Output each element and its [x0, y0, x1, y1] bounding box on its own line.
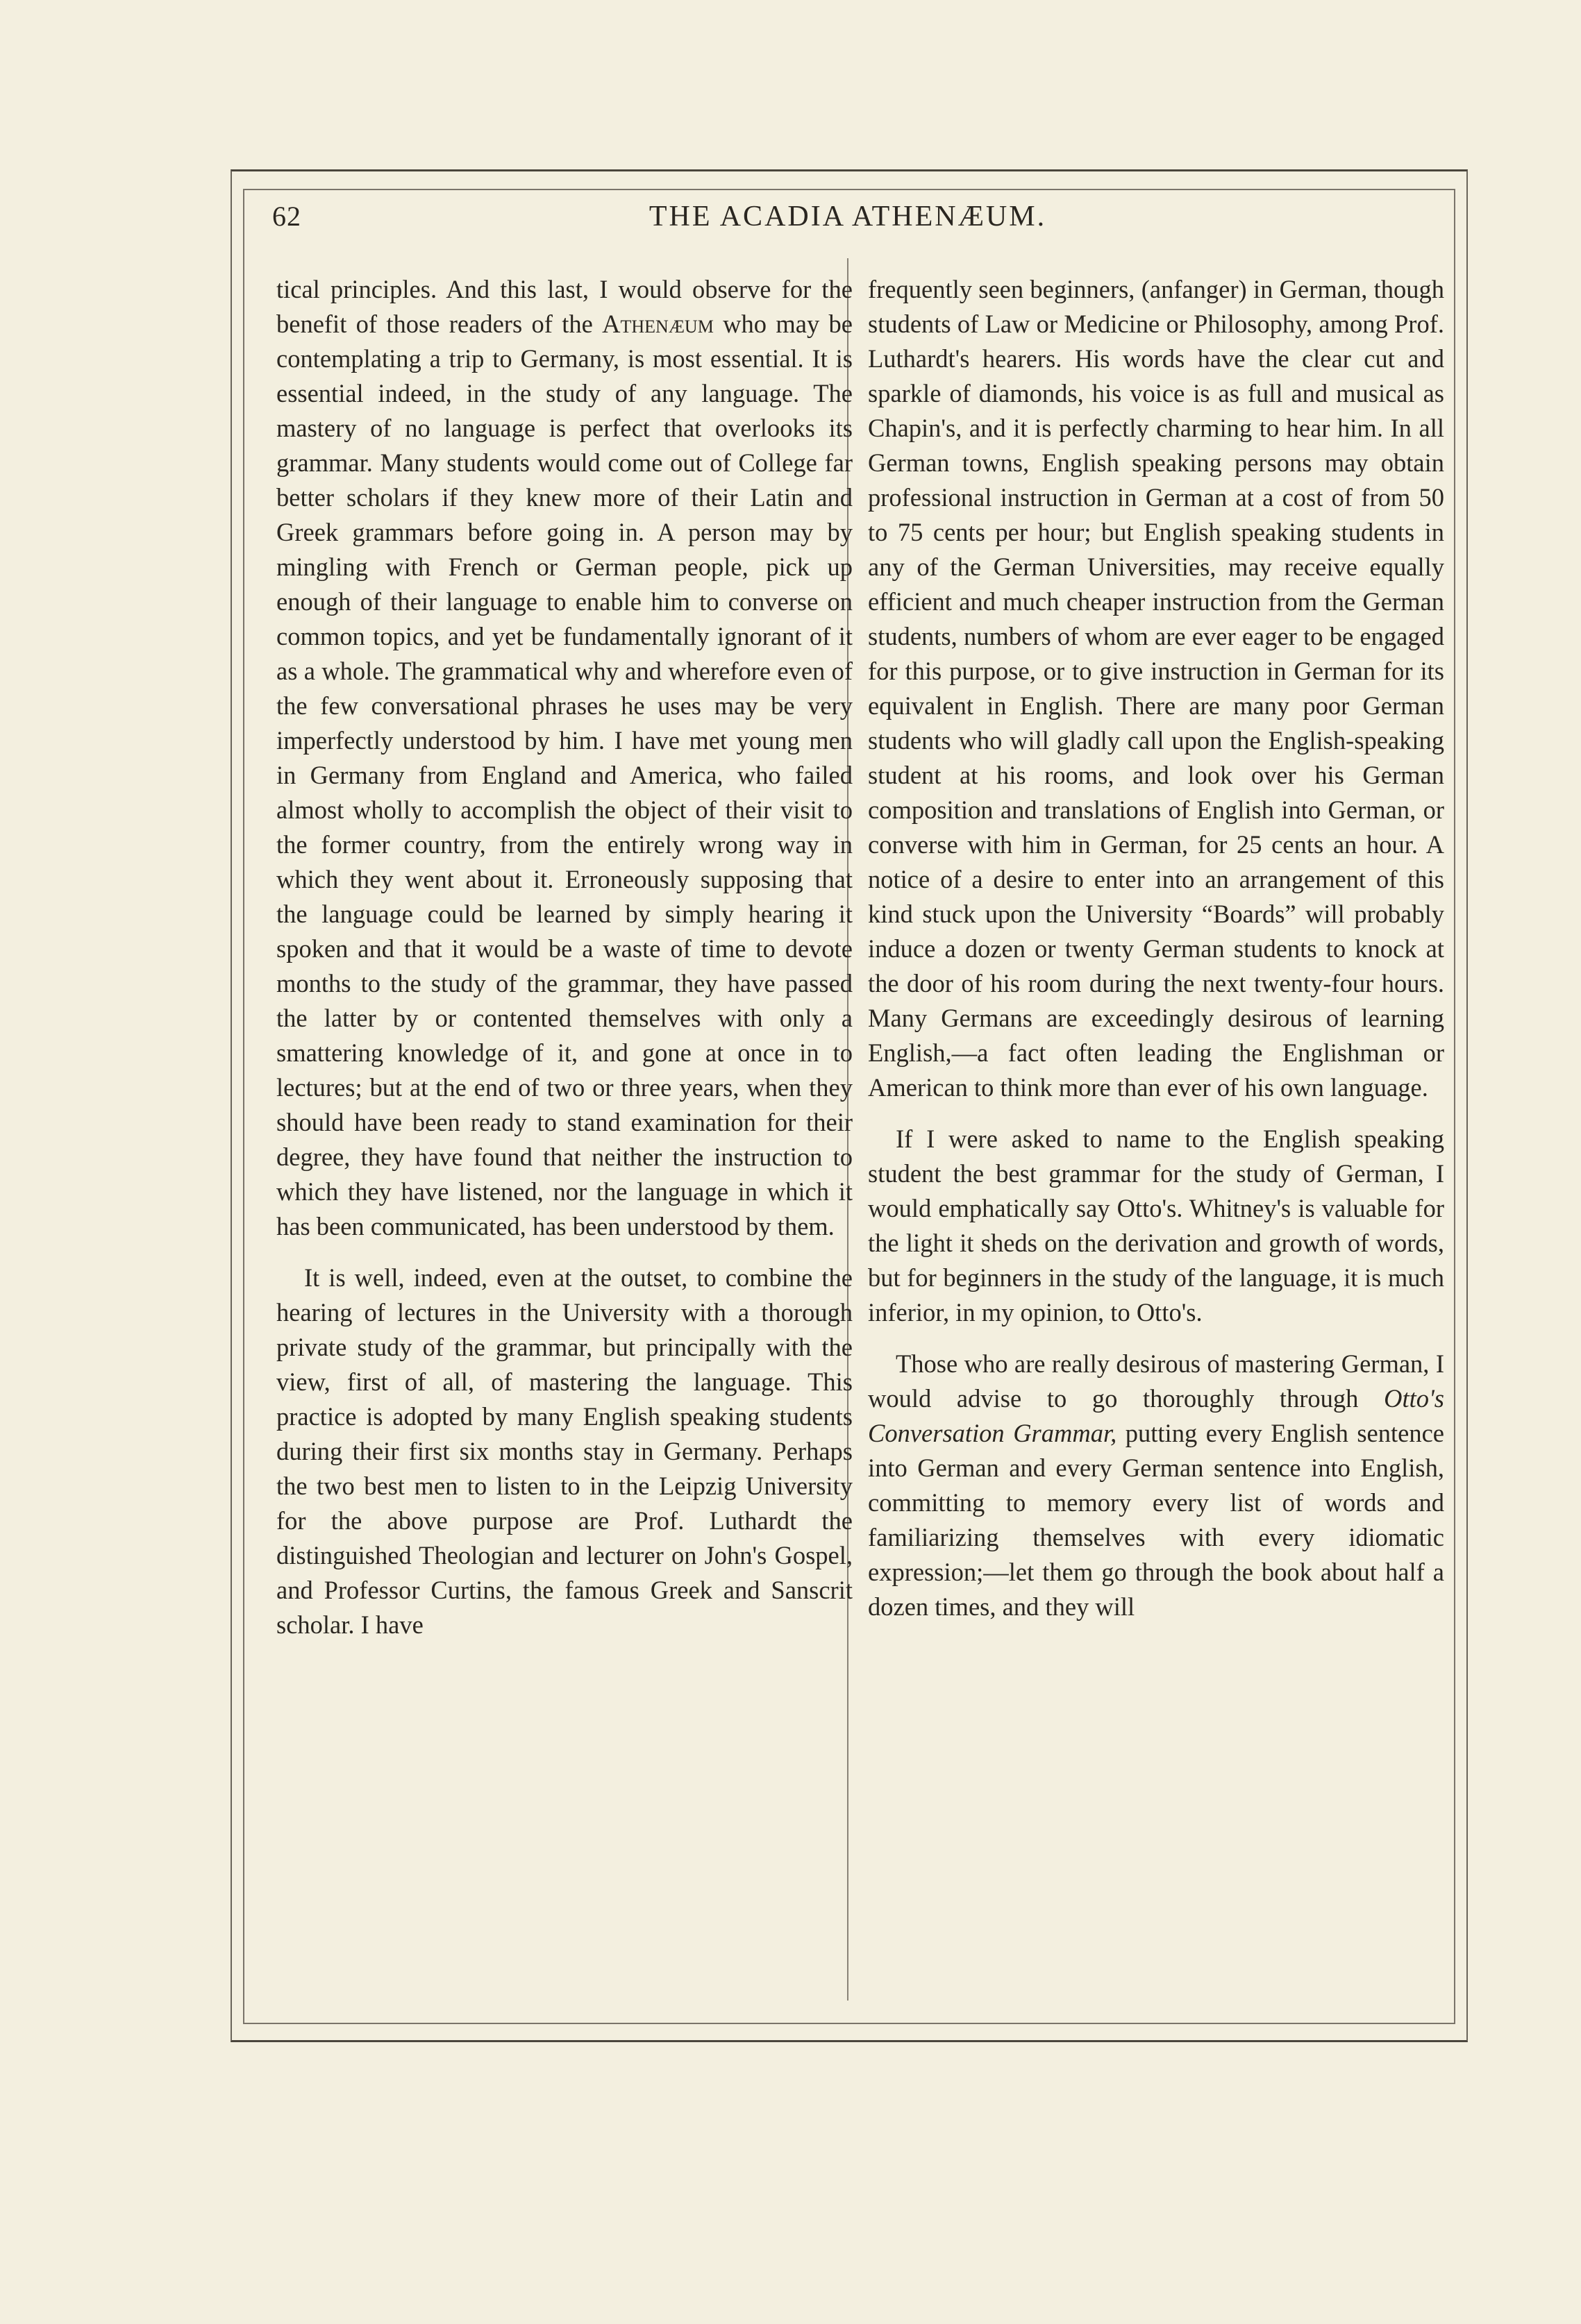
left-paragraph-2: It is well, indeed, even at the outset, to combine the hearing of lectures in the University with a thorough private study of the grammar, but principally with the view, first of all, of mastering the language. This practice is adopted by many English speaking students during their first six months stay in Germany. Perhaps the two best men to listen to in the Leipzig University for the above purpose are Prof. Luthardt the distinguished Theologian and lecturer on John's Gospel, and Professor Curtins, the famous Greek and Sanscrit scholar. I have [276, 1263, 853, 1639]
book-title: Otto's Conversation Grammar, [868, 1384, 1444, 1447]
left-column [276, 272, 853, 1642]
page-header [243, 200, 1453, 242]
left-paragraph-1: tical principles. And this last, I would observe for the benefit of those readers of the Athenæum who may be contemplating a trip to Germany, is most essential. It is essential indeed, in the study of any language. The mastery of no language is perfect that overlooks its grammar. Many students would come out of College far better scholars if they knew more of their Latin and Greek grammars before going in. A person may by mingling with French or German people, pick up enough of their language to enable him to converse on common topics, and yet be fundamentally ignorant of it as a whole. The grammatical why and wherefore even of the few conversational phrases he uses may be very imperfectly understood by him. I have met young men in Germany from England and America, who failed almost wholly to accomplish the object of their visit to the former country, from the entirely wrong way in which they went about it. Erroneously supposing that the language could be learned by simply hearing it spoken and that it would be a waste of time to devote months to the study of the grammar, they have passed the latter by or contented themselves with only a smattering knowledge of it, and gone at once in to lectures; but at the end of two or three years, when they should have been ready to stand examination for their degree, they have found that neither the instruction to which they have listened, nor the language in which it has been communicated, has been understood by them. [276, 275, 853, 1240]
right-paragraph-3: Those who are really desirous of mastering German, I would advise to go thoroughly through Otto's Conversation Grammar, putting every English sentence into German and every German sentence into English, committing to memory every list of words and familiarizing themselves with every idiomatic expression;—let them go through the book about half a dozen times, and they will [868, 1349, 1444, 1621]
journal-name: Athenæum [602, 310, 714, 338]
running-title: THE ACADIA ATHENÆUM. [649, 201, 1047, 233]
right-paragraph-2: If I were asked to name to the English speaking student the best grammar for the study of German, I would emphatically say Otto's. Whitney's is valuable for the light it sheds on the derivation and growth of words, but for beginners in the study of the language, it is much inferior, in my opinion, to Otto's. [868, 1125, 1444, 1327]
right-paragraph-1: frequently seen beginners, (anfanger) in German, though students of Law or Medicine or Philosophy, among Prof. Luthardt's hearers. His words have the clear cut and sparkle of diamonds, his voice is as full and musical as Chapin's, and it is perfectly charming to hear him. In all German towns, English speaking persons may obtain professional instruction in German at a cost of from 50 to 75 cents per hour; but English speaking students in any of the German Universities, may receive equally efficient and much cheaper instruction from the German students, numbers of whom are ever eager to be engaged for this purpose, or to give instruction in German for its equivalent in English. There are many poor German students who will gladly call upon the English-speaking student at his rooms, and look over his German composition and translations of English into German, or converse with him in German, for 25 cents an hour. A notice of a desire to enter into an arrangement of this kind stuck upon the University “Boards” will probably induce a dozen or twenty German students to knock at the door of his room during the next twenty-four hours. Many Germans are exceedingly desirous of learning English,—a fact often leading the Englishman or American to think more than ever of his own language. [868, 275, 1444, 1102]
right-column [868, 272, 1444, 1624]
page-number: 62 [272, 201, 301, 232]
